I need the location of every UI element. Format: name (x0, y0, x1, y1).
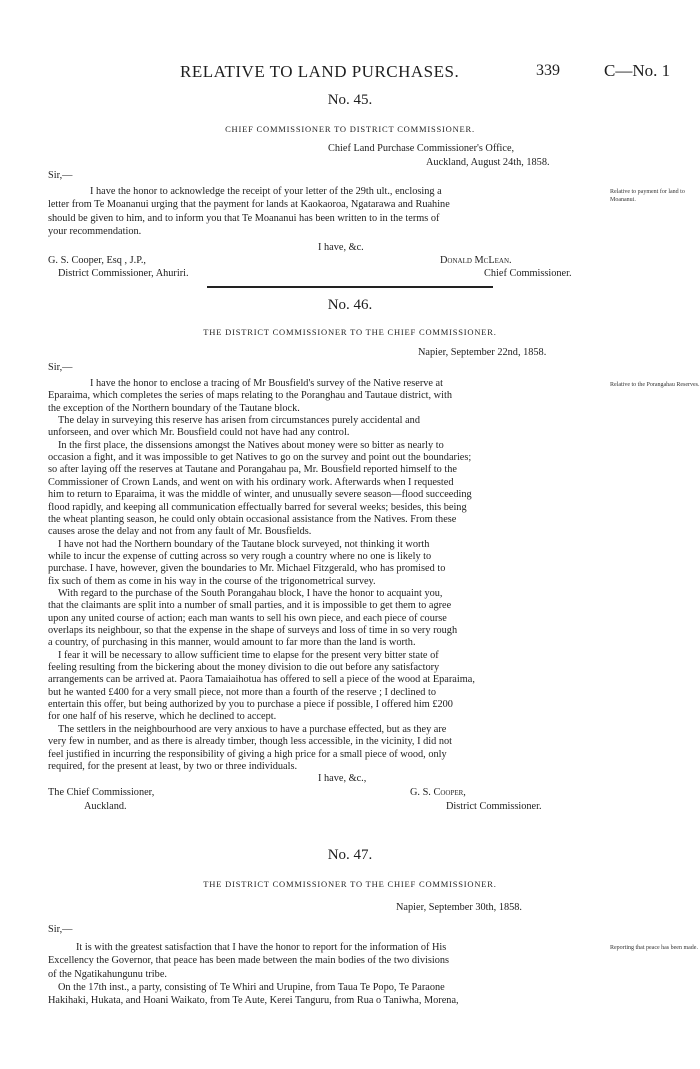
body-line: purchase. I have, however, given the boundaries to Mr. Michael Fitzgerald, who has promised to (48, 563, 446, 575)
body-line: overlaps its neighbour, so that the expense in the shape of surveys and loss of time in so very rough (48, 625, 458, 636)
body-line: I fear it will be necessary to allow sufficient time to elapse for the present very bitter state of (58, 649, 439, 661)
body-line: while to incur the expense of cutting across so very rough a country where no one is likely to (48, 550, 432, 562)
body-line: letter from Te Moananui urging that the payment for lands at Kaokaoroa, Ngatarawa and Ruahine (48, 199, 450, 211)
letter-46-closing: I have, &c., (318, 773, 367, 784)
letter-45-signature-title: Chief Commissioner. (484, 268, 572, 279)
body-line: entertain this offer, but being authorized by you to purchase a piece if possible, I offered him £200 (48, 699, 453, 711)
body-line: your recommendation. (48, 225, 142, 237)
body-line: Commissioner of Crown Lands, and went on with his ordinary work. Afterwards when I requested (48, 476, 454, 488)
body-line: I have the honor to acknowledge the receipt of your letter of the 29th ult., enclosing a (90, 186, 442, 197)
body-line: of the Ngatikahungunu tribe. (48, 968, 167, 980)
letter-46-number: No. 46. (327, 297, 373, 313)
body-line: the exception of the Northern boundary of the Tautane block. (48, 402, 300, 414)
letter-45-addressee-title: District Commissioner, Ahuriri. (58, 268, 189, 279)
letter-46-subhead: THE DISTRICT COMMISSIONER TO THE CHIEF COMMISSIONER. (203, 327, 497, 337)
letter-46-date: Napier, September 22nd, 1858. (418, 347, 547, 358)
body-line: With regard to the purchase of the South Porangahau block, I have the honor to acquaint you, (58, 587, 443, 599)
letter-47-margin-note: Reporting that peace has been made. (610, 945, 698, 951)
body-line: Eparaima, which completes the series of maps relating to the Poranghau and Tautaue district, with (48, 390, 452, 402)
body-line: feel justified in incurring the responsibility of giving a high price for a small piece of wood, only (48, 748, 447, 760)
body-line: Excellency the Governor, that peace has been made between the main bodies of the two divisions (48, 955, 450, 967)
body-line: but he wanted £400 for a very small piece, not more than a fourth of the reserve ; I declined to (48, 686, 436, 698)
letter-47-date: Napier, September 30th, 1858. (396, 902, 522, 913)
body-line: I have the honor to enclose a tracing of Mr Bousfield's survey of the Native reserve at (90, 378, 443, 389)
body-line: occasion a fight, and it was impossible to get Natives to go on the survey and point out the boundaries; (48, 452, 472, 464)
letter-46-signature-title: District Commissioner. (446, 801, 542, 812)
letter-47-subhead: THE DISTRICT COMMISSIONER TO THE CHIEF COMMISSIONER. (203, 879, 497, 889)
body-line: The delay in surveying this reserve has arisen from circumstances purely accidental and (58, 415, 420, 427)
body-line: Hakihaki, Hukata, and Hoani Waikato, from Te Aute, Kerei Tanguru, from Rua o Taniwha, Morena, (48, 995, 459, 1007)
body-line: the wheat planting season, he could only obtain occasional assistance from the Natives. From these (48, 513, 457, 525)
body-line: a country, of purchasing in this manner, would amount to far more than the land is worth. (48, 637, 416, 649)
letter-45-addressee-name: G. S. Cooper, Esq , J.P., (48, 255, 146, 266)
body-line: him to return to Eparaima, it was the middle of winter, and unusually severe season—flood succeeding (48, 489, 472, 501)
body-line: should be given to him, and to inform you that Te Moananui has been written to in the terms of (48, 212, 440, 224)
section-divider (207, 286, 493, 288)
running-header-title: RELATIVE TO LAND PURCHASES. (180, 62, 460, 81)
body-line: that the claimants are split into a number of small parties, and it is impossible to get them to agree (48, 600, 452, 612)
letter-47-salutation: Sir,— (48, 924, 73, 935)
body-line: flood rapidly, and keeping all communication effectually barred for several weeks; besides, this being (48, 501, 467, 513)
letter-45-date: Auckland, August 24th, 1858. (426, 157, 550, 168)
body-line: so after laying off the reserves at Tautane and Porangahau pa, Mr. Bousfield reported himself to the (48, 464, 457, 476)
body-line: upon any united course of action; each man wants to sell his own piece, and each piece of course (48, 612, 447, 624)
body-line: for one half of his reserve, which he declined to accept. (48, 711, 277, 723)
letter-46-margin-note: Relative to the Porangahau Reserves. (610, 382, 700, 388)
body-line: unforseen, and over which Mr. Bousfield could not have had any control. (48, 427, 350, 439)
document-code: C—No. 1 (604, 61, 671, 80)
letter-47-number: No. 47. (327, 847, 373, 863)
body-line: required, for the present at least, by two or three individuals. (48, 760, 298, 772)
letter-45-margin-note: Relative to payment for land to Moananui. (610, 189, 685, 203)
letter-46-addressee-name: The Chief Commissioner, (48, 787, 155, 798)
letter-46-addressee-city: Auckland. (84, 801, 127, 812)
body-line: causes arose the delay and not from any fault of Mr. Bousfields. (48, 526, 312, 538)
letter-45-closing: I have, &c. (318, 242, 364, 253)
body-line: On the 17th inst., a party, consisting of Te Whiri and Urupine, from Taua Te Popo, Te Paraone (58, 981, 445, 993)
letter-45-number: No. 45. (327, 92, 373, 108)
body-line: very few in number, and as there is already timber, though less accessible, in the vicinity, I did not (48, 736, 452, 748)
body-line: arrangements can be arrived at. Paora Tamaiaihotua has offered to sell a piece of the wood at Eparaima, (48, 674, 475, 686)
letter-45-signature: Donald McLean. (440, 255, 512, 266)
body-line: I have not had the Northern boundary of the Tautane block surveyed, not thinking it worth (58, 538, 430, 550)
body-line: In the first place, the dissensions amongst the Natives about money were so bitter as nearly to (58, 439, 444, 451)
body-line: fix such of them as come in his way in the course of the trigonometrical survey. (48, 575, 376, 587)
letter-45-office: Chief Land Purchase Commissioner's Office, (328, 143, 515, 154)
body-line: The settlers in the neighbourhood are very anxious to have a purchase effected, but as they are (58, 723, 447, 735)
letter-46-signature: G. S. Cooper, (410, 787, 466, 798)
body-line: It is with the greatest satisfaction that I have the honor to report for the information of His (76, 942, 447, 953)
letter-45-salutation: Sir,— (48, 170, 73, 181)
body-line: feeling resulting from the bickering about the money division to die out before any satisfactory (48, 662, 440, 674)
letter-46-salutation: Sir,— (48, 362, 73, 373)
page-number: 339 (536, 62, 560, 79)
letter-45-subhead: CHIEF COMMISSIONER TO DISTRICT COMMISSIONER. (225, 124, 475, 134)
